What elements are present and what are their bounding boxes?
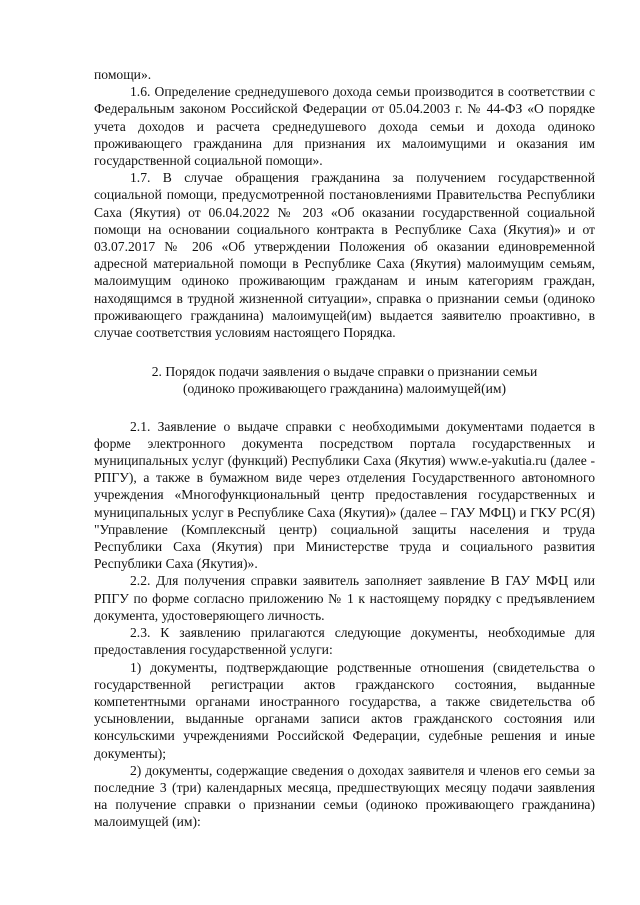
section-heading	[94, 363, 595, 397]
paragraph-2-3: 2.3. К заявлению прилагаются следующие документы, необходимые для предоставления государственной услуги:	[94, 625, 595, 658]
paragraph-2-2: 2.2. Для получения справки заявитель заполняет заявление В ГАУ МФЦ или РПГУ по форме согласно приложению № 1 к настоящему порядку с предъявлением документа, удостоверяющего личность.	[94, 573, 595, 623]
list-item-1: 1) документы, подтверждающие родственные отношения (свидетельства о государственной регистрации актов гражданского состояния, выданные компетентными органами иностранного государства, а также свидетельства об усыновлении, выданные органами записи актов гражданского состояния или консульскими учреждениями Российской Федерации, судебные решения и иные документы);	[94, 659, 595, 761]
section-heading-line-2: (одиноко проживающего гражданина) малоимущей(им)	[182, 381, 507, 397]
section-heading-line-1: 2. Порядок подачи заявления о выдаче справки о признании семьи	[151, 364, 538, 380]
paragraph-1-6: 1.6. Определение среднедушевого дохода семьи производится в соответствии с Федеральным законом Российской Федерации от 05.04.2003 г. № 44-ФЗ «О порядке учета доходов и расчета среднедушевого дохода семьи и дохода одиноко проживающего гражданина для признания их малоимущими и оказания им государственной социальной помощи».	[94, 84, 595, 169]
paragraph-1-7: 1.7. В случае обращения гражданина за получением государственной социальной помощи, предусмотренной постановлениями Правительства Республики Саха (Якутия) от 06.04.2022 № 203 «Об оказании государственной социальной помощи на основании социального контракта в Республике Саха (Якутия)» и от 03.07.2017 № 206 «Об утверждении Положения об оказании единовременной адресной материальной помощи в Республике Саха (Якутия) малоимущим семьям, малоимущим одиноко проживающим гражданам и иным категориям граждан, находящимся в трудной жизненной ситуации», справка о признании семьи (одиноко проживающего гражданина) малоимущей(им) выдается заявителю проактивно, в случае соответствия условиям настоящего Порядка.	[94, 170, 595, 341]
paragraph-2-1: 2.1. Заявление о выдаче справки с необходимыми документами подается в форме электронного документа посредством портала государственных и муниципальных услуг (функций) Республики Саха (Якутия) www.e-yakutia.ru (далее - РПГУ), а также в бумажном виде через отделения Государственного автономного учреждения «Многофункциональный центр предоставления государственных и муниципальных услуг в Республике Саха (Якутия)» (далее – ГАУ МФЦ) и ГКУ РС(Я) "Управление (Комплексный центр) социальной защиты населения и труда Республики Саха (Якутия) при Министерстве труда и социального развития Республики Саха (Якутия)».	[94, 418, 595, 572]
list-item-2: 2) документы, содержащие сведения о доходах заявителя и членов его семьи за последние 3 (три) календарных месяца, предшествующих месяцу подачи заявления на получение справки о признании семьи (одиноко проживающего гражданина) малоимущей (им):	[94, 762, 595, 830]
document-body	[94, 66, 595, 831]
paragraph-continuation: помощи».	[94, 67, 152, 82]
